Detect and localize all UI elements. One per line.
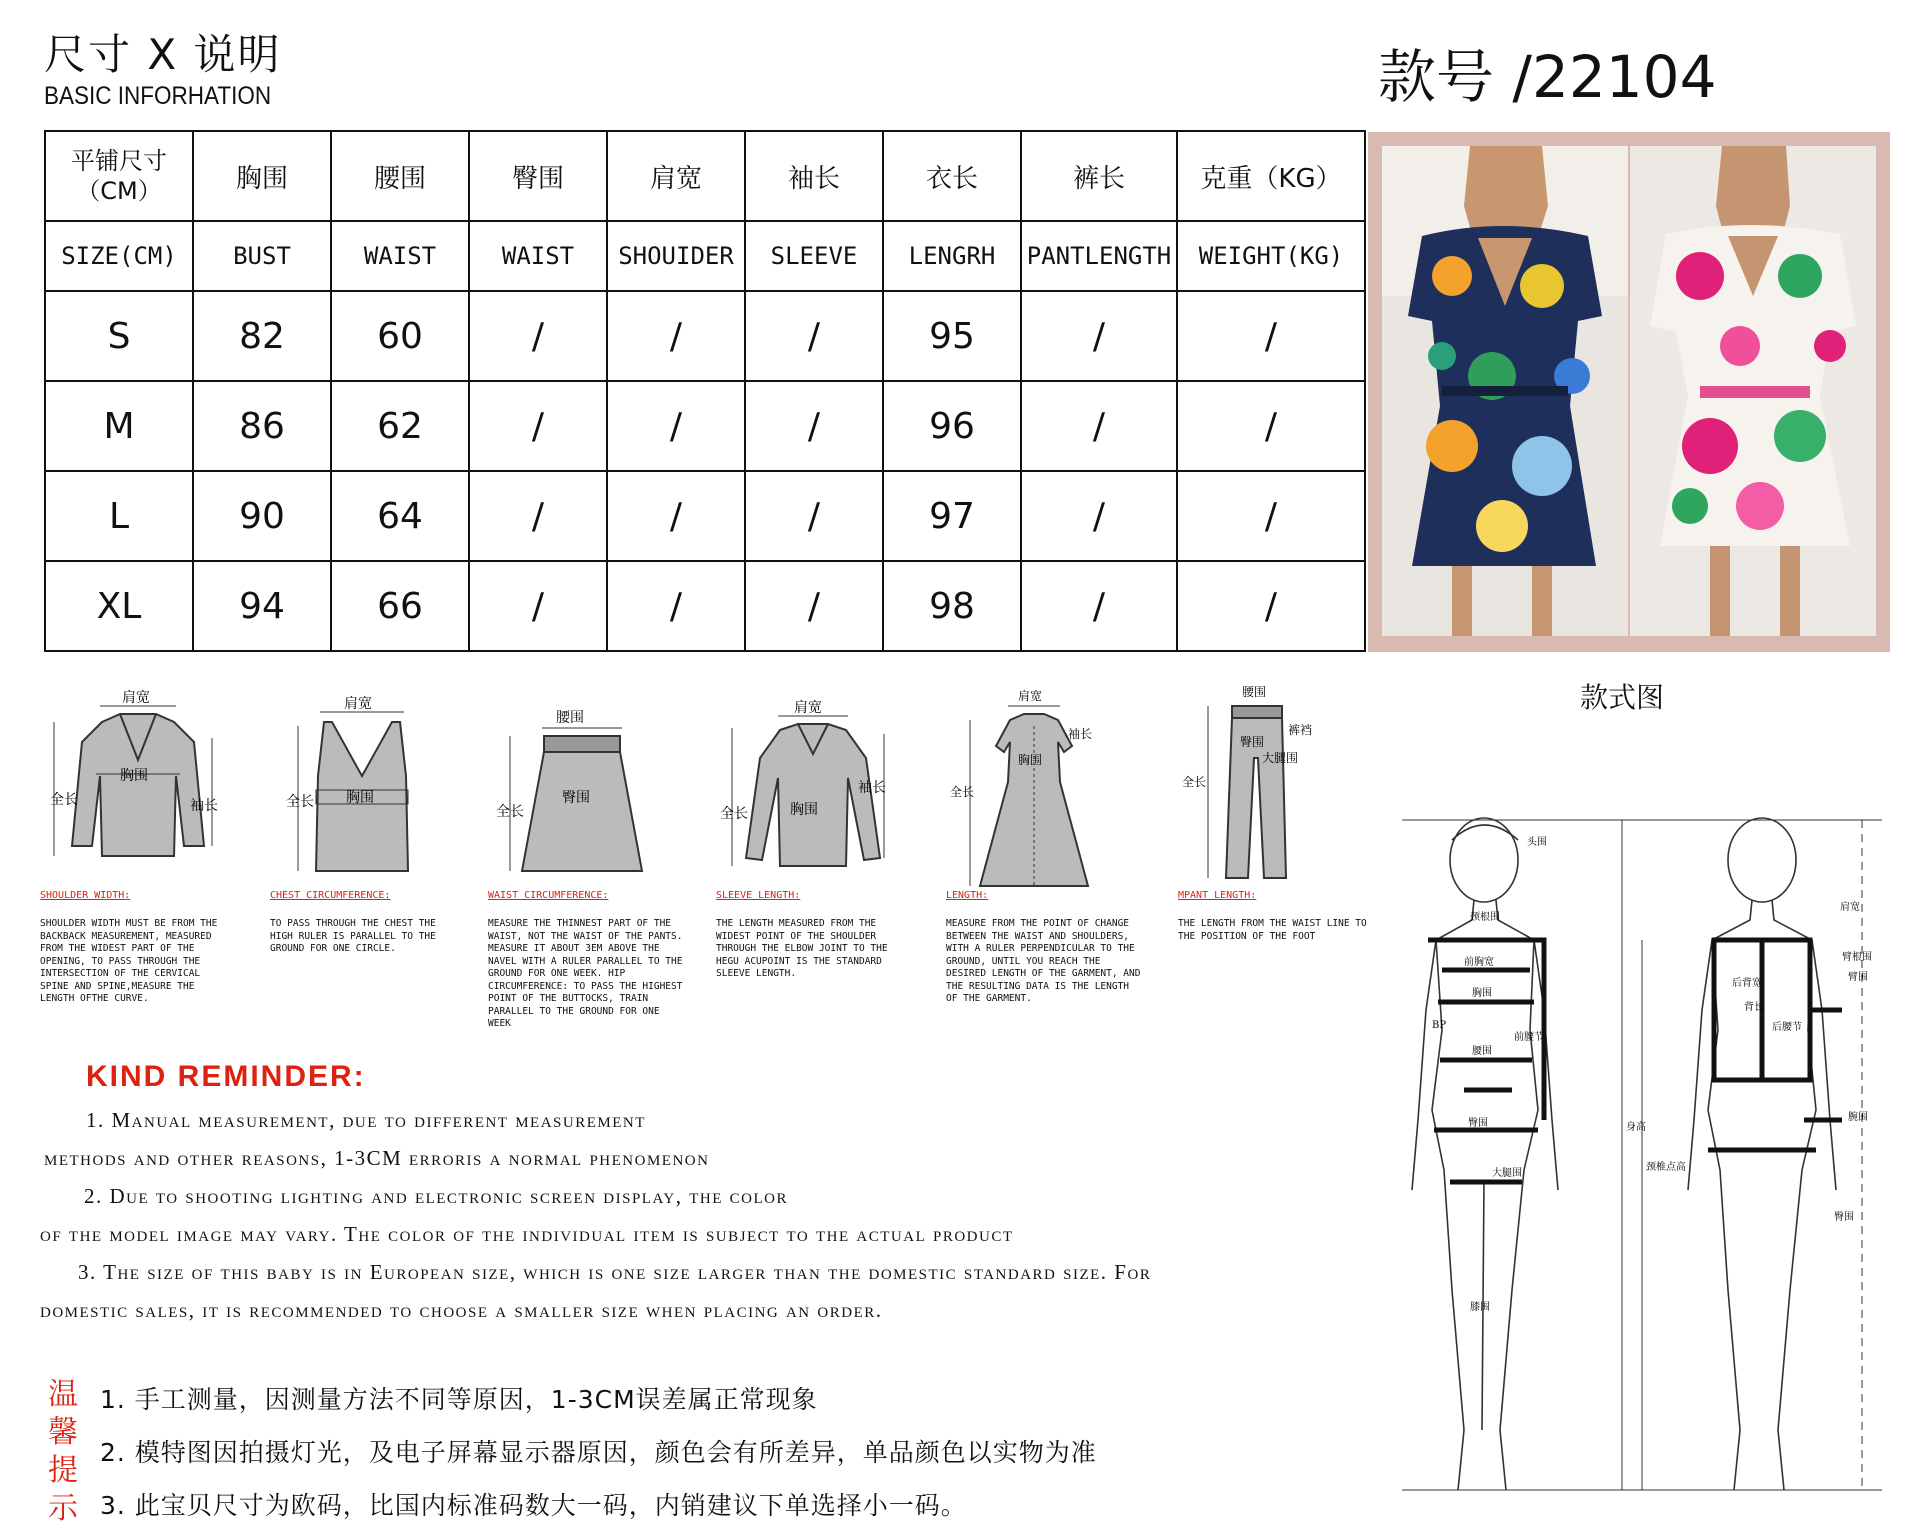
table-cell: 82 (193, 291, 331, 381)
table-cell: / (1021, 471, 1177, 561)
kind-reminder-title: KIND REMINDER: (86, 1060, 366, 1093)
table-row (45, 561, 1365, 651)
label-length: 全长 (720, 806, 748, 822)
label-waist: 腰围 (556, 710, 584, 726)
cn-reminder-title: 温馨提示 (48, 1377, 78, 1526)
table-cell: 60 (331, 291, 469, 381)
diagram-caption: CHEST CIRCUMFERENCE: (270, 890, 391, 901)
page-subtitle: BASIC INFORHATION (44, 82, 272, 110)
fig-label: 腕围 (1848, 1112, 1868, 1123)
header-cell: 袖长 (745, 131, 883, 221)
header-cell: 胸围 (193, 131, 331, 221)
table-cell: L (45, 471, 193, 561)
diagram-description: MEASURE THE THINNEST PART OF THE WAIST, NOT THE WAIST OF THE PANTS. MEASURE IT ABOUT 3EM ABOVE THE NAVEL WITH A RULER PARALLEL TO THE GROUND FOR ONE WEEK. HIP CIRCUMFERENCE: TO PASS THE HIGHEST POINT OF THE BUTTOCKS, TRAIN PARALLEL TO THE GROUND FOR ONE WEEK (488, 918, 683, 1029)
header-cell: WAIST (469, 221, 607, 291)
label-shoulder: 肩宽 (794, 700, 822, 716)
fig-label: 颈椎点高 (1646, 1162, 1686, 1173)
header-cell: SIZE(CM) (45, 221, 193, 291)
fig-label: 颈根围 (1470, 912, 1500, 923)
reminder-line: domestic sales, it is recommended to choose a smaller size when placing an order. (40, 1298, 883, 1322)
label-length: 全长 (1182, 775, 1207, 789)
header-cell: 裤长 (1021, 131, 1177, 221)
table-cell: / (1177, 291, 1365, 381)
reminder-line: 1. Manual measurement, due to different measurement (86, 1108, 646, 1132)
fig-label: 前腰节 (1514, 1032, 1544, 1043)
table-cell: 98 (883, 561, 1021, 651)
table-cell: / (607, 291, 745, 381)
table-cell: / (745, 561, 883, 651)
label-length: 全长 (50, 792, 78, 808)
label-length: 全长 (286, 794, 314, 810)
label-length: 全长 (950, 785, 975, 799)
header-cell: 平铺尺寸 （CM） (45, 131, 193, 221)
diagram-description: SHOULDER WIDTH MUST BE FROM THE BACKBACK MEASUREMENT, MEASURED FROM THE WIDEST PART OF THE OPENING, TO PASS THROUGH THE INTERSECTION OF THE CERVICAL SPINE AND SPINE,MEASURE THE LENGTH OFTHE CURVE. (40, 918, 218, 1004)
table-cell: 96 (883, 381, 1021, 471)
table-cell: 90 (193, 471, 331, 561)
label-sleeve: 袖长 (858, 780, 886, 796)
header-cell: WEIGHT(KG) (1177, 221, 1365, 291)
fig-label: 臀围 (1834, 1212, 1854, 1223)
diagram-waist (492, 706, 662, 886)
table-cell: 62 (331, 381, 469, 471)
product-photo (1368, 132, 1890, 652)
diagram-caption: WAIST CIRCUMFERENCE: (488, 890, 609, 901)
diagram-pants (1180, 678, 1340, 888)
model-photo-dark-floral (1382, 146, 1628, 636)
header-cell: SHOUIDER (607, 221, 745, 291)
header-cell: 克重（KG） (1177, 131, 1365, 221)
table-cell: 86 (193, 381, 331, 471)
model-photo-pink-floral (1630, 146, 1876, 636)
label-length: 全长 (496, 804, 524, 820)
header-cell: 肩宽 (607, 131, 745, 221)
size-table (44, 130, 1366, 652)
diagram-caption: LENGTH: (946, 890, 989, 901)
diagram-shoulder-width (44, 686, 234, 886)
header-cell: 臀围 (469, 131, 607, 221)
table-cell: / (469, 471, 607, 561)
label-shoulder: 肩宽 (1018, 689, 1043, 703)
header-cell: WAIST (331, 221, 469, 291)
table-cell: / (607, 381, 745, 471)
cn-reminder-line: 3. 此宝贝尺寸为欧码，比国内标准码数大一码，内销建议下单选择小一码。 (100, 1491, 967, 1520)
reminder-line: methods and other reasons, 1-3CM erroris a normal phenomenon (44, 1146, 710, 1170)
table-cell: XL (45, 561, 193, 651)
table-cell: 97 (883, 471, 1021, 561)
diagram-caption: SLEEVE LENGTH: (716, 890, 801, 901)
table-cell: / (607, 471, 745, 561)
table-cell: / (745, 381, 883, 471)
header-cell: 腰围 (331, 131, 469, 221)
fig-label: BP (1432, 1020, 1447, 1031)
table-row (45, 291, 1365, 381)
cn-reminder-line: 1. 手工测量，因测量方法不同等原因，1-3CM误差属正常现象 (100, 1385, 818, 1414)
table-header-cn (45, 131, 1365, 221)
table-cell: / (1177, 561, 1365, 651)
fig-label: 后背宽 (1732, 978, 1762, 989)
fig-label: 臂根围 (1842, 952, 1872, 963)
reminder-line: of the model image may vary. The color of the individual item is subject to the actual product (40, 1222, 1014, 1246)
diagram-length (948, 686, 1118, 896)
diagram-description: THE LENGTH MEASURED FROM THE WIDEST POINT OF THE SHOULDER THROUGH THE ELBOW JOINT TO THE HEGU ACUPOINT IS THE STANDARD SLEEVE LENGTH. (716, 918, 888, 979)
reminder-line: 3. The size of this baby is in European size, which is one size larger than the domestic standard size. For (78, 1260, 1152, 1284)
label-hip: 臀围 (1240, 735, 1265, 749)
table-cell: / (1021, 381, 1177, 471)
label-bust: 胸围 (790, 802, 818, 818)
table-cell: / (1021, 561, 1177, 651)
label-shoulder: 肩宽 (344, 696, 372, 712)
label-sleeve: 袖长 (1068, 727, 1093, 741)
cn-reminder-line: 2. 模特图因拍摄灯光，及电子屏幕显示器原因，颜色会有所差异，单品颜色以实物为准 (100, 1438, 1097, 1467)
table-cell: / (745, 471, 883, 561)
table-cell: / (1021, 291, 1177, 381)
fig-label: 臀围 (1468, 1118, 1488, 1129)
table-cell: 94 (193, 561, 331, 651)
table-cell: 95 (883, 291, 1021, 381)
table-header-en (45, 221, 1365, 291)
table-cell: / (745, 291, 883, 381)
label-bust: 胸围 (1018, 753, 1043, 767)
table-row (45, 471, 1365, 561)
fig-label: 臂围 (1848, 972, 1868, 983)
table-cell: / (1177, 381, 1365, 471)
fig-label: 背长 (1744, 1002, 1764, 1013)
fig-label: 腰围 (1472, 1046, 1492, 1057)
table-cell: / (1177, 471, 1365, 561)
fig-label: 大腿围 (1492, 1168, 1522, 1179)
reminder-line: 2. Due to shooting lighting and electronic screen display, the color (84, 1184, 788, 1208)
fig-label: 身高 (1626, 1122, 1646, 1133)
diagram-description: TO PASS THROUGH THE CHEST THE HIGH RULER IS PARALLEL TO THE GROUND FOR ONE CIRCLE. (270, 918, 436, 954)
fig-label: 前胸宽 (1464, 957, 1494, 968)
table-cell: / (607, 561, 745, 651)
header-cell: SLEEVE (745, 221, 883, 291)
diagram-sleeve (718, 698, 908, 888)
style-number: 款号 /22104 (1378, 43, 1717, 111)
label-bust: 胸围 (120, 768, 148, 784)
table-cell: M (45, 381, 193, 471)
body-measurement-figure (1372, 790, 1892, 1524)
diagram-chest (272, 696, 452, 886)
label-waist: 腰围 (1242, 685, 1267, 699)
table-cell: / (469, 291, 607, 381)
diagram-description: THE LENGTH FROM THE WAIST LINE TO THE POSITION OF THE FOOT (1178, 918, 1367, 942)
diagram-caption: SHOULDER WIDTH: (40, 890, 131, 901)
fig-label: 后腰节 (1772, 1022, 1802, 1033)
label-bust: 胸围 (346, 790, 374, 806)
diagram-caption: MPANT LENGTH: (1178, 890, 1257, 901)
header-cell: PANTLENGTH (1021, 221, 1177, 291)
style-diagram-caption: 款式图 (1580, 681, 1665, 714)
table-cell: S (45, 291, 193, 381)
table-row (45, 381, 1365, 471)
table-cell: / (469, 381, 607, 471)
table-cell: 66 (331, 561, 469, 651)
fig-label: 肩宽 (1840, 902, 1860, 913)
fig-label: 头围 (1527, 837, 1547, 848)
table-cell: / (469, 561, 607, 651)
label-rise: 裤裆 (1288, 723, 1313, 737)
table-cell: 64 (331, 471, 469, 561)
header-cell: LENGRH (883, 221, 1021, 291)
header-cell: BUST (193, 221, 331, 291)
label-thigh: 大腿围 (1262, 751, 1299, 765)
label-hip: 臀围 (562, 790, 590, 806)
header-cell: 衣长 (883, 131, 1021, 221)
label-sleeve: 袖长 (190, 798, 218, 814)
diagram-description: MEASURE FROM THE POINT OF CHANGE BETWEEN THE WAIST AND SHOULDERS, WITH A RULER PERPENDICULAR TO THE GROUND, UNTIL YOU REACH THE DESIRED LENGTH OF THE GARMENT, AND THE RESULTING DATA IS THE LENGTH OF THE GARMENT. (946, 918, 1141, 1004)
page-title: 尺寸 X 说明 (44, 30, 282, 79)
fig-label: 膝围 (1470, 1302, 1490, 1313)
label-shoulder: 肩宽 (122, 690, 150, 706)
fig-label: 胸围 (1472, 988, 1492, 999)
